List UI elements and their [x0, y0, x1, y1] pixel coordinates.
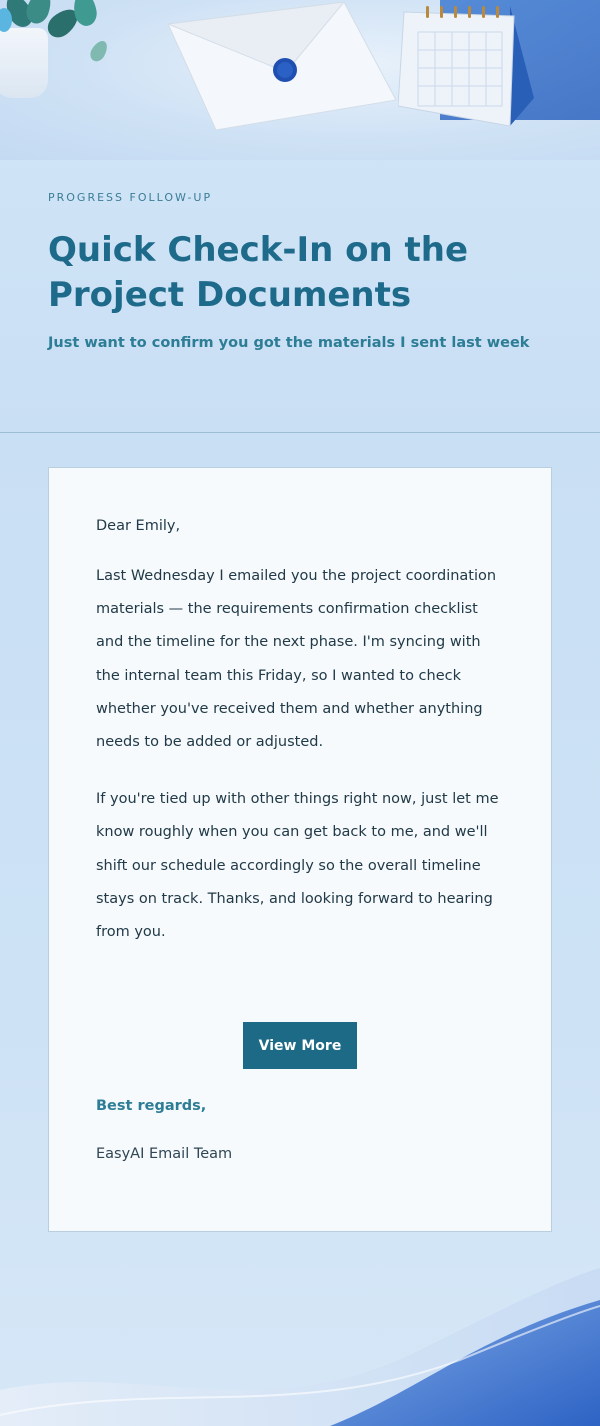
calendar-icon [398, 2, 534, 128]
hero-illustration [0, 0, 600, 160]
email-title: Quick Check-In on the Project Documents [48, 230, 469, 315]
greeting: Dear Emily, [96, 518, 181, 534]
eyebrow-label: PROGRESS FOLLOW-UP [48, 191, 213, 204]
email-subtitle: Just want to confirm you got the materials I sent last week [48, 335, 530, 351]
view-more-button[interactable]: View More [243, 1022, 357, 1069]
message-card [48, 467, 552, 1232]
signature: EasyAI Email Team [96, 1146, 233, 1162]
body-paragraph-1: Last Wednesday I emailed you the project coordination materials — the requirements confirmation checklist and the timeline for the next phase. I'm syncing with the internal team this Friday, so I wanted to check whether you've received them and whether anything needs to be added or adjusted. [96, 568, 497, 751]
wave-icon [0, 1240, 600, 1426]
signoff: Best regards, [96, 1098, 207, 1114]
header-divider [0, 432, 600, 433]
envelope-icon [168, 2, 396, 130]
message-body [96, 516, 506, 949]
body-paragraph-2: If you're tied up with other things right now, just let me know roughly when you can get back to me, and we'll shift our schedule accordingly so the overall timeline stays on track. Thanks, and looking forward to hearing from you. [96, 791, 499, 941]
